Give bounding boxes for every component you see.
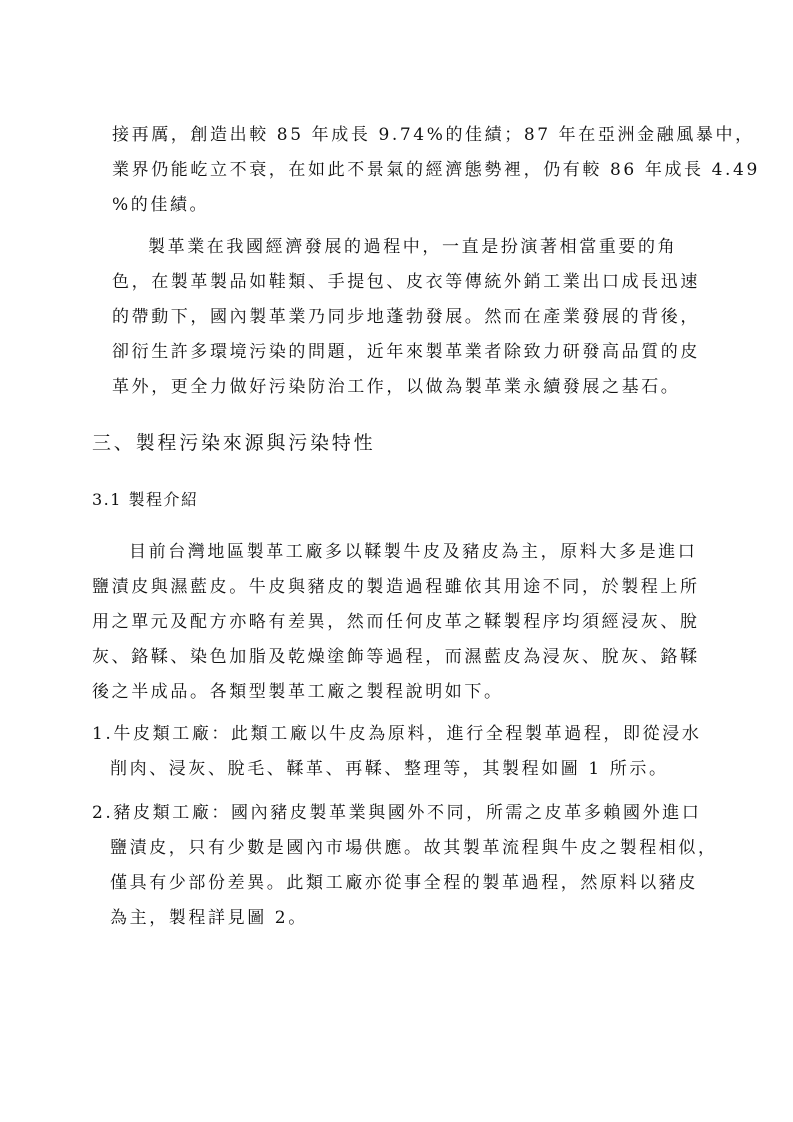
- text-line: 僅具有少部份差異。此類工廠亦從事全程的製革過程，然原料以豬皮: [110, 873, 698, 893]
- text-line: 製革業在我國經濟發展的過程中，一直是扮演著相當重要的角: [148, 237, 678, 257]
- text-line: 2.豬皮類工廠：國內豬皮製革業與國外不同，所需之皮革多賴國外進口: [92, 803, 702, 823]
- section-heading: 三、製程污染來源與污染特性: [92, 432, 376, 454]
- text-line: 業界仍能屹立不衰，在如此不景氣的經濟態勢裡，仍有較 86 年成長 4.49: [112, 160, 760, 180]
- subsection-heading: 3.1 製程介紹: [92, 490, 199, 509]
- text-line: 後之半成品。各類型製革工廠之製程說明如下。: [92, 682, 504, 702]
- text-line: 灰、鉻鞣、染色加脂及乾燥塗飾等過程，而濕藍皮為浸灰、脫灰、鉻鞣: [92, 647, 700, 667]
- text-line: 接再厲，創造出較 85 年成長 9.74%的佳績；87 年在亞洲金融風暴中，: [112, 125, 755, 145]
- text-line: %的佳績。: [112, 195, 210, 215]
- text-line: 鹽漬皮與濕藍皮。牛皮與豬皮的製造過程雖依其用途不同，於製程上所: [92, 577, 700, 597]
- text-line: 用之單元及配方亦略有差異，然而任何皮革之鞣製程序均須經浸灰、脫: [92, 612, 700, 632]
- text-line: 革外，更全力做好污染防治工作，以做為製革業永續發展之基石。: [112, 377, 681, 397]
- text-line: 色，在製革製品如鞋類、手提包、皮衣等傳統外銷工業出口成長迅速: [112, 272, 700, 292]
- text-line: 1.牛皮類工廠：此類工廠以牛皮為原料，進行全程製革過程，即從浸水: [92, 724, 702, 744]
- text-line: 鹽漬皮，只有少數是國內市場供應。故其製革流程與牛皮之製程相似，: [110, 838, 718, 858]
- text-line: 目前台灣地區製革工廠多以鞣製牛皮及豬皮為主，原料大多是進口: [129, 542, 698, 562]
- text-line: 削肉、浸灰、脫毛、鞣革、再鞣、整理等，其製程如圖 1 所示。: [110, 759, 669, 779]
- text-line: 的帶動下，國內製革業乃同步地蓬勃發展。然而在產業發展的背後，: [112, 307, 700, 327]
- text-line: 卻衍生許多環境污染的問題，近年來製革業者除致力研發高品質的皮: [112, 342, 700, 362]
- text-line: 為主，製程詳見圖 2。: [110, 908, 308, 928]
